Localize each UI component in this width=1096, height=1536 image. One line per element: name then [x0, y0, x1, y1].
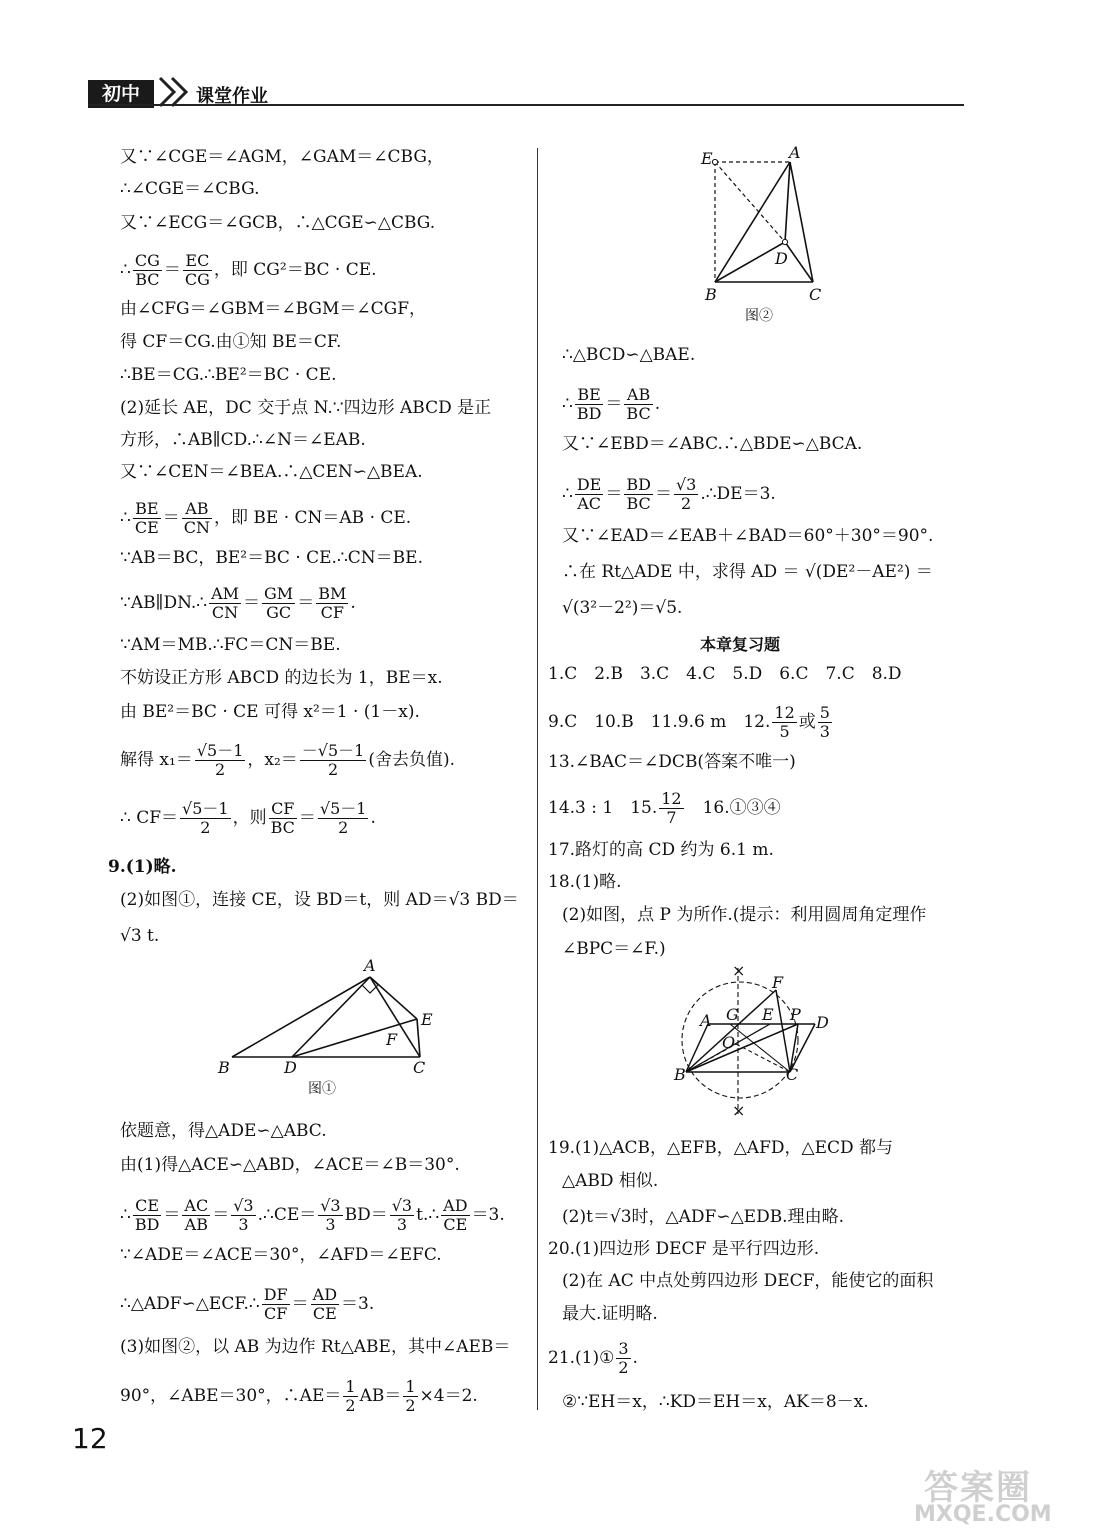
section-title: 本章复习题 — [700, 635, 781, 654]
fraction: $\frac{AB}{BC}$ — [626, 385, 651, 423]
seg-AB — [232, 977, 370, 1057]
fraction: $\frac{1}{2}$ — [345, 1377, 356, 1415]
svg-text:D: D — [775, 249, 788, 268]
text-line: (2)如图，点 P 为所作.(提示：利用圆周角定理作 — [562, 905, 927, 925]
text-line: ∴△ADF∽△ECF.∴ $\frac{DF}{CF}$ ＝ $\frac{AD}{CE}$ ＝3. — [120, 1285, 375, 1323]
svg-text:E: E — [762, 1005, 774, 1024]
text-line: 13.∠BAC＝∠DCB(答案不唯一) — [548, 752, 796, 772]
fraction: $\frac{√3}{2}$ — [675, 475, 697, 513]
text-line: 又∵∠EBD＝∠ABC.∴△BDE∽△BCA. — [562, 434, 863, 454]
svg-text:E: E — [421, 1010, 433, 1029]
svg-text:A: A — [364, 956, 376, 975]
fraction: $\frac{BE}{CE}$ — [134, 499, 159, 537]
text-line: 18.(1)略. — [548, 872, 622, 892]
svg-text:A: A — [789, 143, 801, 162]
fraction: $\frac{DF}{CF}$ — [263, 1285, 288, 1323]
figure-1 — [210, 955, 460, 1100]
fraction: $\frac{AD}{CE}$ — [443, 1196, 468, 1234]
svg-text:P: P — [790, 1005, 801, 1024]
text-line: 又∵∠EAD＝∠EAB＋∠BAD＝60°＋30°＝90°. — [562, 526, 934, 546]
text-line: √(3²－2²)＝√5. — [562, 598, 683, 618]
fraction: $\frac{√5-1}{2}$ — [196, 741, 244, 779]
watermark-bottom: MXQE.COM — [914, 1502, 1052, 1527]
text-line: ∠BPC＝∠F.) — [562, 939, 666, 959]
text-line: (3)如图②，以 AB 为边作 Rt△ABE，其中∠AEB＝ — [120, 1337, 511, 1357]
text-line: 由 BE²＝BC · CE 可得 x²＝1 · (1－x). — [120, 702, 420, 722]
watermark-logo — [914, 1460, 1084, 1530]
text-line: (2)延长 AE，DC 交于点 N.∵四边形 ABCD 是正 — [120, 398, 492, 418]
fraction: $\frac{5}{3}$ — [819, 703, 830, 741]
figure-2 — [695, 140, 845, 330]
fraction: $\frac{AC}{AB}$ — [184, 1196, 209, 1234]
fraction: $\frac{AB}{CN}$ — [183, 499, 210, 537]
text-line: 依题意，得△ADE∽△ABC. — [120, 1121, 327, 1141]
text-line: 17.路灯的高 CD 约为 6.1 m. — [548, 840, 774, 860]
fraction: $\frac{DE}{AC}$ — [576, 475, 602, 513]
text-line: 得 CF＝CG.由①知 BE＝CF. — [120, 332, 342, 352]
fraction: $\frac{BM}{CF}$ — [318, 584, 347, 622]
text-line: 21.(1)① $\frac{3}{2}$ . — [548, 1339, 638, 1377]
text-line: △ABD 相似. — [562, 1171, 659, 1191]
text-line: ∵AB∥DN.∴ $\frac{AM}{CN}$ ＝ $\frac{GM}{GC}$ ＝ $\frac{BM}{CF}$ . — [120, 584, 356, 622]
seg-EC — [417, 1019, 420, 1057]
text-line: ∴在 Rt△ADE 中，求得 AD ＝ √(DE²－AE²) ＝ — [562, 562, 933, 582]
text-line: ∴ $\frac{CG}{BC}$ ＝ $\frac{EC}{CG}$ ，即 CG²＝BC · CE. — [120, 251, 377, 289]
fraction: $\frac{12}{7}$ — [661, 789, 682, 827]
svg-text:B: B — [218, 1058, 230, 1077]
fraction: $\frac{EC}{CG}$ — [184, 251, 210, 289]
text-line: ∴ $\frac{BE}{CE}$ ＝ $\frac{AB}{CN}$ ，即 BE · CN＝AB · CE. — [120, 499, 412, 537]
column-divider — [537, 148, 538, 1410]
page-number: 12 — [72, 1422, 108, 1455]
text-line: (2)在 AC 中点处剪四边形 DECF，能使它的面积 — [562, 1271, 934, 1291]
text-line: ②∵EH＝x，∴KD＝EH＝x，AK＝8－x. — [562, 1392, 869, 1412]
fraction: $\frac{√3}{3}$ — [233, 1196, 254, 1234]
seg-OC — [736, 1044, 790, 1072]
fraction: $\frac{√3}{3}$ — [320, 1196, 341, 1234]
fraction: $\frac{√5-1}{2}$ — [182, 799, 229, 837]
fraction: $\frac{BD}{BC}$ — [626, 475, 651, 513]
text-line: 不妨设正方形 ABCD 的边长为 1，BE＝x. — [120, 668, 443, 688]
text-line: 解得 x₁＝ $\frac{√5-1}{2}$ ，x₂＝ $\frac{-√5-1}{2}$ (舍去负值). — [120, 741, 456, 779]
svg-text:O: O — [722, 1033, 736, 1052]
fraction: $\frac{AD}{CE}$ — [312, 1285, 338, 1323]
fig2-caption: 图② — [745, 308, 773, 324]
watermark-top: 答案圈 — [924, 1468, 1032, 1508]
header-title: 课堂作业 — [196, 86, 268, 107]
text-line: 又∵∠CGE＝∠AGM，∠GAM＝∠CBG， — [120, 147, 444, 167]
fraction: $\frac{CG}{BC}$ — [134, 251, 160, 289]
fraction: $\frac{GM}{GC}$ — [264, 584, 294, 622]
fraction: $\frac{CE}{BD}$ — [134, 1196, 160, 1234]
text-line: √3 t. — [120, 926, 160, 946]
circumcircle — [682, 982, 798, 1098]
fraction: $\frac{-√5-1}{2}$ — [301, 741, 365, 779]
text-line: 又∵∠CEN＝∠BEA.∴△CEN∽△BEA. — [120, 462, 423, 482]
text-line: ∵AM＝MB.∴FC＝CN＝BE. — [120, 635, 341, 655]
text-line: ∴ $\frac{BE}{BD}$ ＝ $\frac{AB}{BC}$ . — [562, 385, 661, 423]
figure-3 — [670, 962, 840, 1122]
svg-text:C: C — [413, 1058, 426, 1077]
fraction: $\frac{√3}{3}$ — [391, 1196, 413, 1234]
text-line: ∴△BCD∽△BAE. — [562, 345, 696, 365]
svg-text:E: E — [701, 149, 713, 168]
seg-BF — [686, 990, 776, 1072]
text-line: 19.(1)△ACB，△EFB，△AFD，△ECD 都与 — [548, 1138, 894, 1158]
fraction: $\frac{1}{2}$ — [405, 1377, 416, 1415]
svg-text:A: A — [700, 1011, 712, 1030]
svg-text:B: B — [705, 285, 717, 304]
text-line: 方形，∴AB∥CD.∴∠N＝∠EAB. — [120, 430, 366, 450]
text-line: 最大.证明略. — [562, 1304, 658, 1324]
svg-text:×: × — [732, 1101, 746, 1120]
text-line: ∴∠CGE＝∠CBG. — [120, 179, 260, 199]
text-line: ∵AB＝BC，BE²＝BC · CE.∴CN＝BE. — [120, 548, 423, 568]
fraction: $\frac{CF}{BC}$ — [270, 799, 295, 837]
text-line: 9.C 10.B 11.9.6 m 12. $\frac{12}{5}$ 或 $\frac{5}{3}$ — [548, 703, 830, 741]
svg-text:F: F — [386, 1030, 398, 1049]
header-rule — [88, 104, 964, 106]
fraction: $\frac{BE}{BD}$ — [576, 385, 602, 423]
text-line: 9.(1)略. — [108, 857, 177, 877]
seg-ED-dashed — [715, 162, 785, 242]
fig1-caption: 图① — [308, 1081, 336, 1097]
svg-text:×: × — [732, 962, 746, 980]
text-line: ∴ $\frac{CE}{BD}$ ＝ $\frac{AC}{AB}$ ＝ $\frac{√3}{3}$ .∴CE＝ $\frac{√3}{3}$ BD＝ $\frac{√3}{3}$ t.∴ $\frac{AD}{CE}$ ＝3. — [120, 1196, 505, 1234]
fraction: $\frac{√5-1}{2}$ — [319, 799, 367, 837]
svg-text:D: D — [816, 1013, 829, 1032]
text-line: ∴ $\frac{DE}{AC}$ ＝ $\frac{BD}{BC}$ ＝ $\frac{√3}{2}$ .∴DE＝3. — [562, 475, 776, 513]
seg-AC — [790, 162, 813, 282]
text-line: 20.(1)四边形 DECF 是平行四边形. — [548, 1239, 820, 1259]
fraction: $\frac{AM}{CN}$ — [211, 584, 240, 622]
header-badge: 初中 — [88, 80, 154, 108]
fraction: $\frac{3}{2}$ — [618, 1339, 629, 1377]
text-line: 由∠CFG＝∠GBM＝∠BGM＝∠CGF， — [120, 299, 427, 319]
text-line: 90°，∠ABE＝30°，∴AE＝ $\frac{1}{2}$ AB＝ $\frac{1}{2}$ ×4＝2. — [120, 1377, 478, 1415]
svg-text:G: G — [726, 1005, 739, 1024]
fraction: $\frac{12}{5}$ — [774, 703, 795, 741]
text-line: ∴BE＝CG.∴BE²＝BC · CE. — [120, 365, 337, 385]
text-line: (2)t＝√3时，△ADF∽△EDB.理由略. — [562, 1207, 844, 1227]
text-line: 又∵∠ECG＝∠GCB，∴△CGE∽△CBG. — [120, 213, 436, 233]
svg-text:F: F — [772, 973, 784, 992]
svg-text:C: C — [786, 1065, 799, 1084]
svg-text:C: C — [809, 285, 822, 304]
svg-text:B: B — [674, 1065, 686, 1084]
seg-AD — [785, 162, 790, 242]
svg-text:D: D — [284, 1058, 297, 1077]
text-line: 由(1)得△ACE∽△ABD，∠ACE＝∠B＝30°. — [120, 1155, 460, 1175]
text-line: (2)如图①，连接 CE，设 BD＝t，则 AD＝√3 BD＝ — [120, 890, 519, 910]
text-line: 1.C 2.B 3.C 4.C 5.D 6.C 7.C 8.D — [548, 664, 902, 684]
text-line: 14.3 : 1 15. $\frac{12}{7}$ 16.①③④ — [548, 789, 781, 827]
text-line: ∵∠ADE＝∠ACE＝30°，∠AFD＝∠EFC. — [120, 1245, 442, 1265]
text-line: ∴ CF＝ $\frac{√5-1}{2}$ ，则 $\frac{CF}{BC}$ ＝ $\frac{√5-1}{2}$ . — [120, 799, 376, 837]
